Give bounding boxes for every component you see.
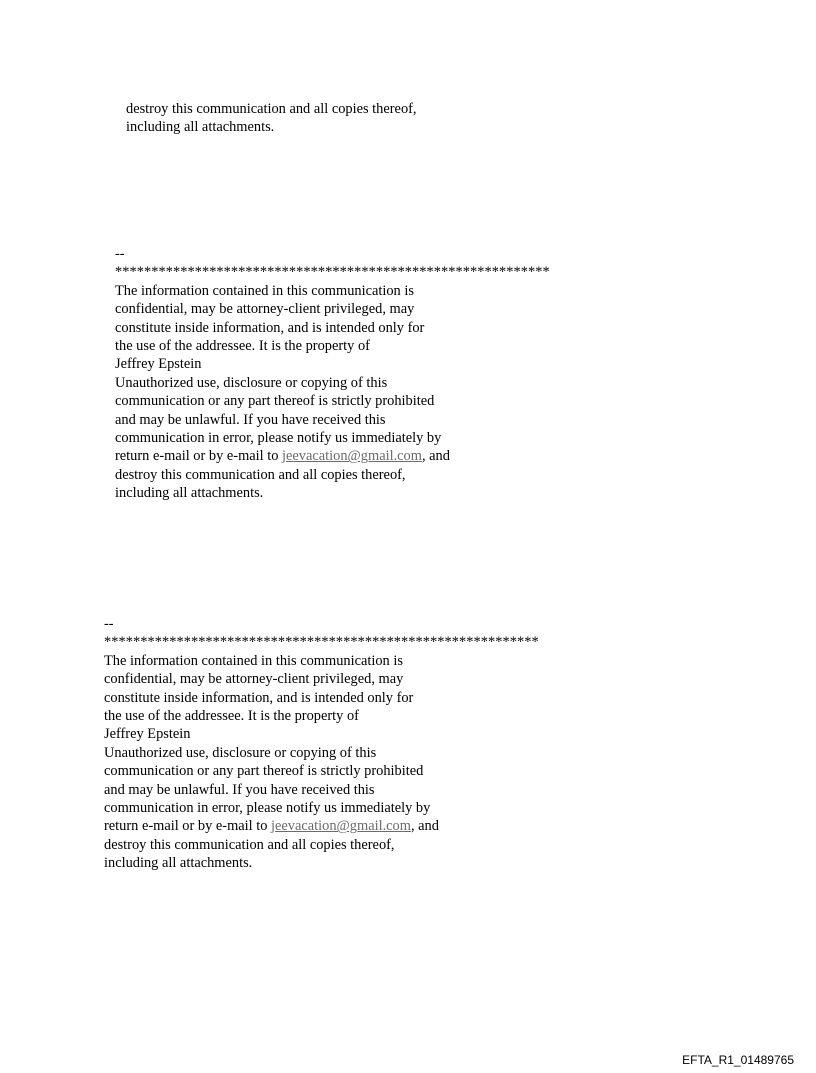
disclaimer-line: including all attachments.	[104, 855, 253, 872]
email-link[interactable]: jeevacation@gmail.com	[282, 448, 422, 465]
return-email-prefix: return e-mail or by e-mail to	[104, 818, 272, 835]
disclaimer-line: communication in error, please notify us immediately by	[104, 800, 431, 817]
disclaimer-line: constitute inside information, and is intended only for	[115, 319, 425, 336]
disclaimer-line: the use of the addressee. It is the property of	[104, 708, 359, 725]
return-email-line	[104, 817, 539, 835]
disclaimer-line: The information contained in this communication is	[104, 652, 403, 669]
disclaimer-line: Jeffrey Epstein	[115, 356, 202, 373]
disclaimer-line: Unauthorized use, disclosure or copying of this	[115, 374, 388, 391]
disclaimer-line: communication in error, please notify us immediately by	[115, 430, 442, 447]
disclaimer-line: communication or any part thereof is strictly prohibited	[104, 763, 424, 780]
separator-stars: ************************************************************	[115, 264, 550, 281]
disclaimer-line: and may be unlawful. If you have received this	[115, 411, 386, 428]
fragment-line: destroy this communication and all copies thereof,	[126, 101, 417, 117]
confidentiality-disclaimer	[115, 245, 550, 503]
separator-stars: ************************************************************	[104, 634, 539, 651]
disclaimer-line: the use of the addressee. It is the property of	[115, 338, 370, 355]
disclaimer-fragment	[126, 100, 417, 137]
disclaimer-line: communication or any part thereof is strictly prohibited	[115, 393, 435, 410]
disclaimer-line: confidential, may be attorney-client privileged, may	[115, 301, 415, 318]
return-email-prefix: return e-mail or by e-mail to	[115, 448, 283, 465]
disclaimer-line: destroy this communication and all copies thereof,	[115, 466, 406, 483]
return-email-suffix: , and	[410, 818, 439, 835]
separator-dashes: --	[115, 246, 125, 262]
separator-dashes: --	[104, 616, 114, 632]
fragment-line: including all attachments.	[126, 119, 275, 136]
email-link[interactable]: jeevacation@gmail.com	[271, 818, 411, 835]
confidentiality-disclaimer	[104, 615, 539, 873]
document-id: EFTA_R1_01489765	[682, 1053, 794, 1067]
disclaimer-line: The information contained in this communication is	[115, 282, 414, 299]
disclaimer-line: Unauthorized use, disclosure or copying of this	[104, 744, 377, 761]
disclaimer-line: constitute inside information, and is intended only for	[104, 689, 414, 706]
disclaimer-line: confidential, may be attorney-client privileged, may	[104, 671, 404, 688]
disclaimer-line: Jeffrey Epstein	[104, 726, 191, 743]
disclaimer-line: including all attachments.	[115, 485, 264, 502]
disclaimer-line: and may be unlawful. If you have received this	[104, 781, 375, 798]
return-email-suffix: , and	[421, 448, 450, 465]
return-email-line	[115, 447, 550, 465]
disclaimer-line: destroy this communication and all copies thereof,	[104, 836, 395, 853]
